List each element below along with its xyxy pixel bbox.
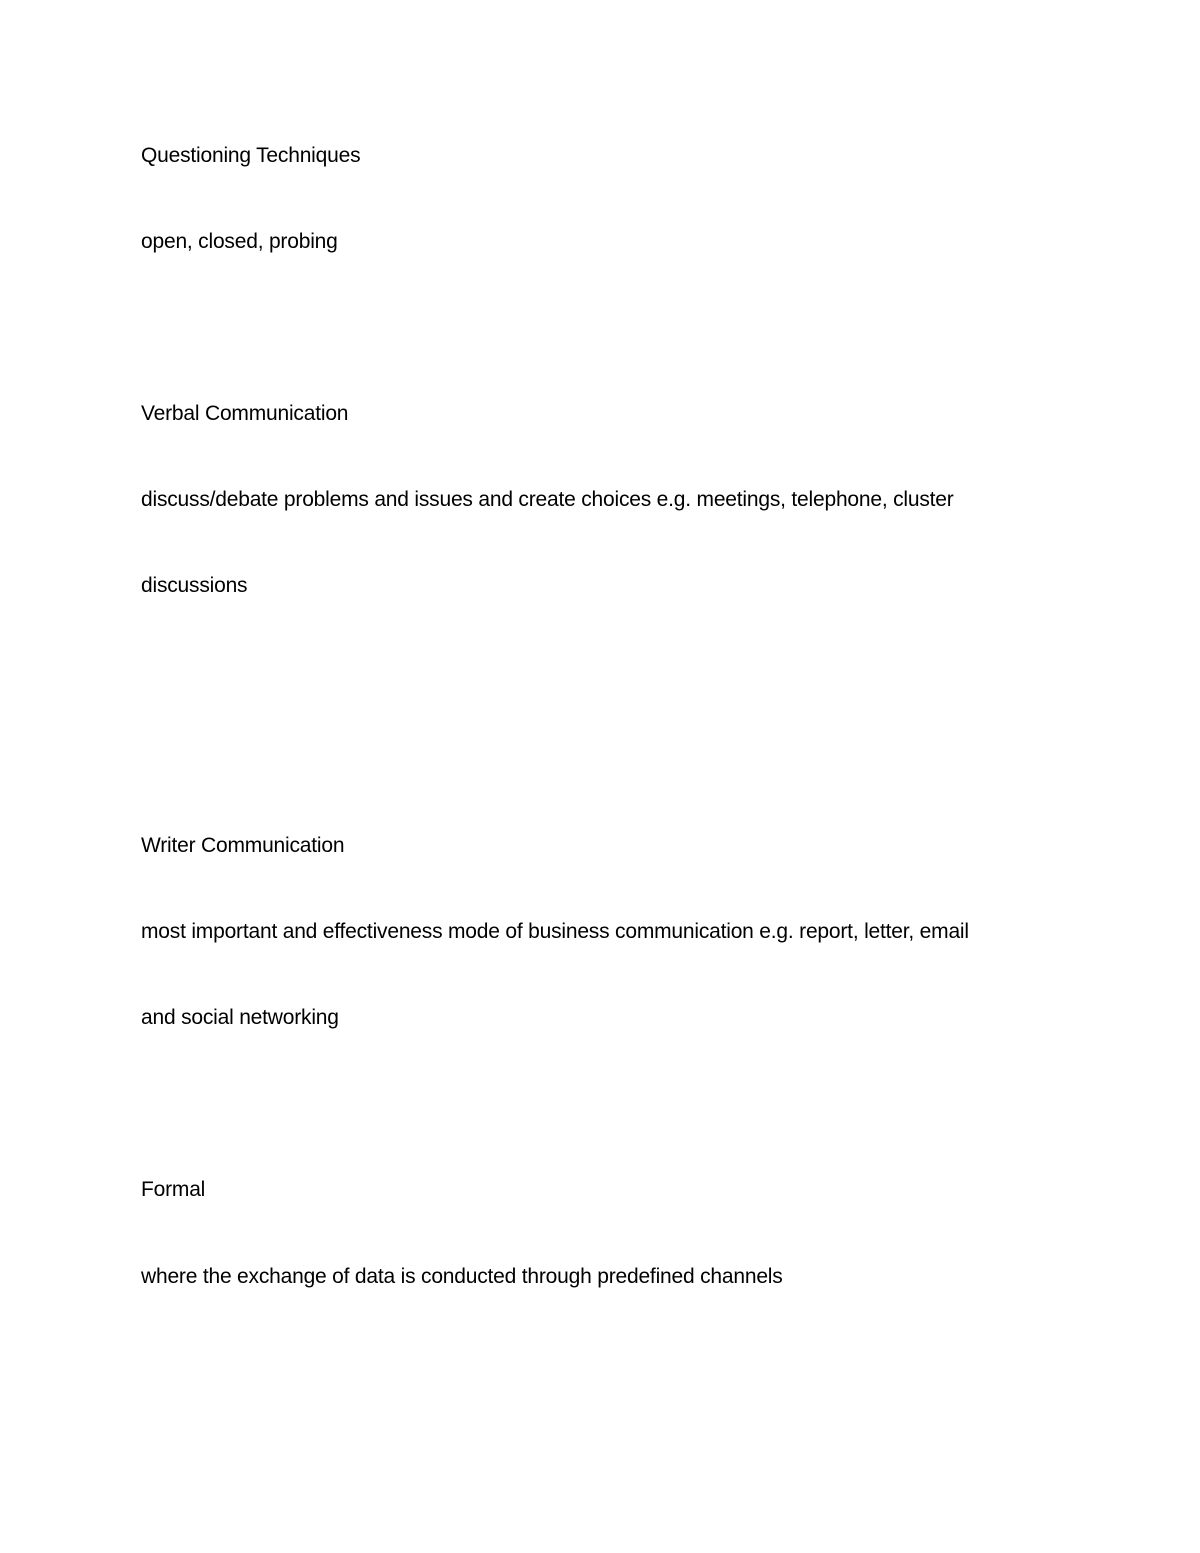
section-body-line: most important and effectiveness mode of business communication e.g. report, letter, email [141,920,969,943]
section-heading-verbal-communication: Verbal Communication [141,402,349,425]
section-heading-questioning-techniques: Questioning Techniques [141,144,361,167]
section-body-line: and social networking [141,1006,339,1029]
section-heading-formal: Formal [141,1178,206,1201]
section-body-line: where the exchange of data is conducted through predefined channels [141,1265,783,1288]
section-body-line: discussions [141,574,248,597]
section-body-line: discuss/debate problems and issues and create choices e.g. meetings, telephone, cluster [141,488,954,511]
section-heading-writer-communication: Writer Communication [141,834,345,857]
section-body-line: open, closed, probing [141,230,338,253]
